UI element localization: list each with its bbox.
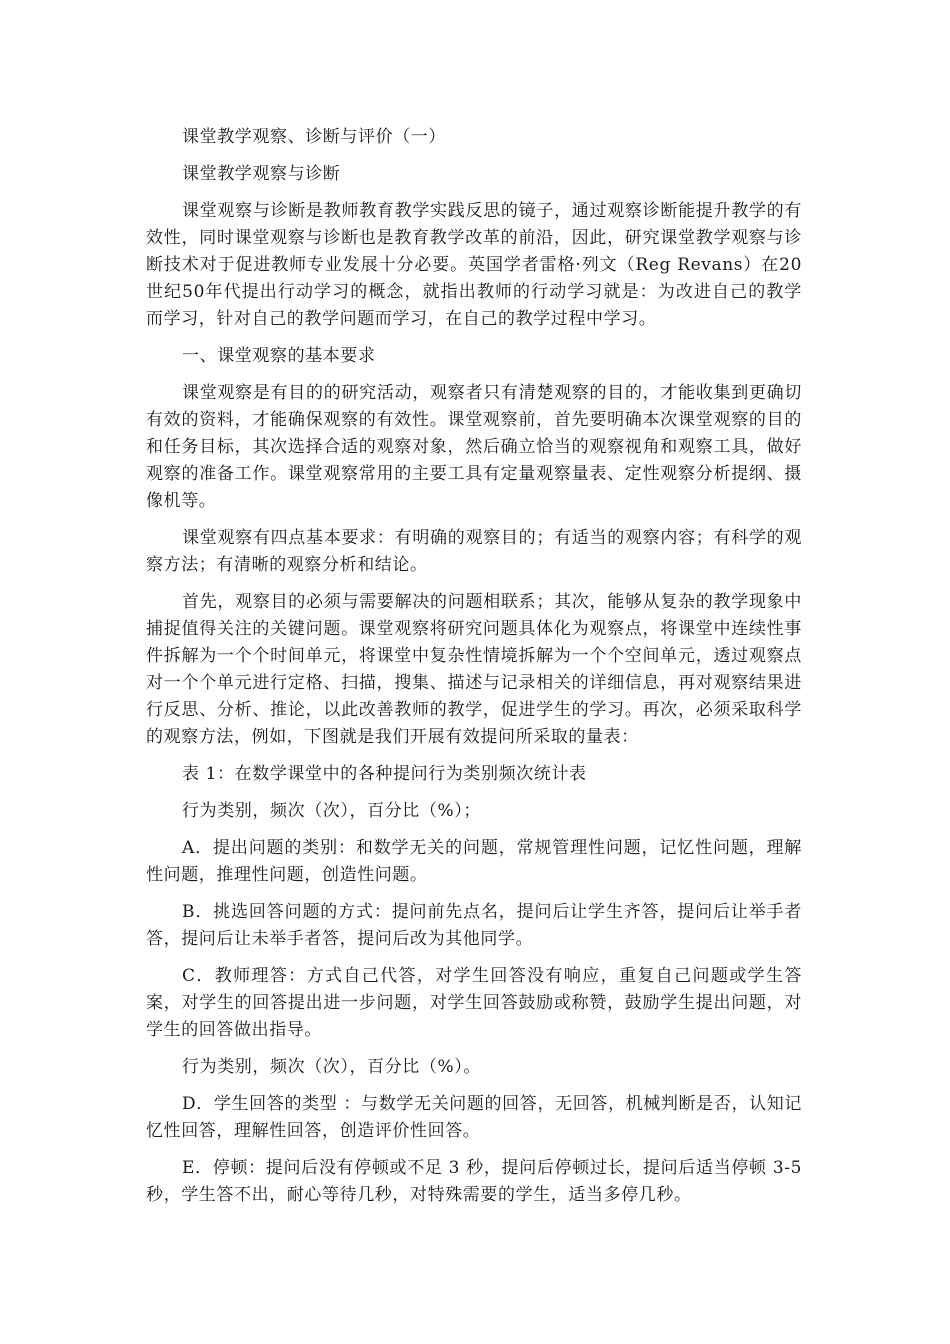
list-item: D．学生回答的类型 ：与数学无关问题的回答，无回答，机械判断是否，认知记忆性回答，理解性回答，创造评价性回答。 [146, 1094, 802, 1141]
table-header-line: 行为类别，频次（次），百分比（%）。 [182, 1057, 481, 1077]
table-caption: 表 1：在数学课堂中的各种提问行为类别频次统计表 [182, 764, 587, 784]
body-paragraph: 课堂观察有四点基本要求：有明确的观察目的；有适当的观察内容；有科学的观察方法；有清晰的观察分析和结论。 [146, 528, 802, 575]
list-item: C．教师理答：方式自己代答，对学生回答没有响应，重复自己问题或学生答案，对学生的回答提出进一步问题，对学生回答鼓励或称赞，鼓励学生提出问题，对学生的回答做出指导。 [146, 966, 802, 1040]
body-paragraph: 课堂观察是有目的的研究活动，观察者只有清楚观察的目的，才能收集到更确切有效的资料，才能确保观察的有效性。课堂观察前，首先要明确本次课堂观察的目的和任务目标，其次选择合适的观察对象，然后确立恰当的观察视角和观察工具，做好观察的准备工作。课堂观察常用的主要工具有定量观察量表、定性观察分析提纲、摄像机等。 [146, 383, 802, 511]
intro-paragraph: 课堂观察与诊断是教师教育教学实践反思的镜子，通过观察诊断能提升教学的有效性，同时课堂观察与诊断也是教育教学改革的前沿，因此，研究课堂教学观察与诊断技术对于促进教师专业发展十分必要。英国学者雷格·列文（Reg Revans）在20世纪50年代提出行动学习的概念，就指出教师的行动学习就是：为改进自己的教学而学习，针对自己的教学问题而学习，在自己的教学过程中学习。 [146, 201, 802, 329]
document-body [146, 124, 802, 1219]
document-subtitle: 课堂教学观察与诊断 [182, 164, 341, 184]
body-paragraph: 首先，观察目的必须与需要解决的问题相联系；其次，能够从复杂的教学现象中捕捉值得关注的关键问题。课堂观察将研究问题具体化为观察点，将课堂中连续性事件拆解为一个个时间单元，将课堂中复杂性情境拆解为一个个空间单元，透过观察点对一个个单元进行定格、扫描，搜集、描述与记录相关的详细信息，再对观察结果进行反思、分析、推论，以此改善教师的教学，促进学生的学习。再次，必须采取科学的观察方法，例如，下图就是我们开展有效提问所采取的量表： [146, 592, 802, 747]
document-title: 课堂教学观察、诊断与评价（一） [182, 127, 446, 147]
section-heading: 一、课堂观察的基本要求 [182, 346, 376, 366]
list-item: B．挑选回答问题的方式：提问前先点名，提问后让学生齐答，提问后让举手者答，提问后让未举手者答，提问后改为其他同学。 [146, 902, 802, 949]
list-item: E．停顿：提问后没有停顿或不足 3 秒，提问后停顿过长，提问后适当停顿 3-5 秒，学生答不出，耐心等待几秒，对特殊需要的学生，适当多停几秒。 [146, 1158, 802, 1205]
list-item: A．提出问题的类别：和数学无关的问题，常规管理性问题，记忆性问题，理解性问题，推理性问题，创造性问题。 [146, 838, 802, 885]
table-header-line: 行为类别，频次（次），百分比（%）； [182, 801, 481, 821]
